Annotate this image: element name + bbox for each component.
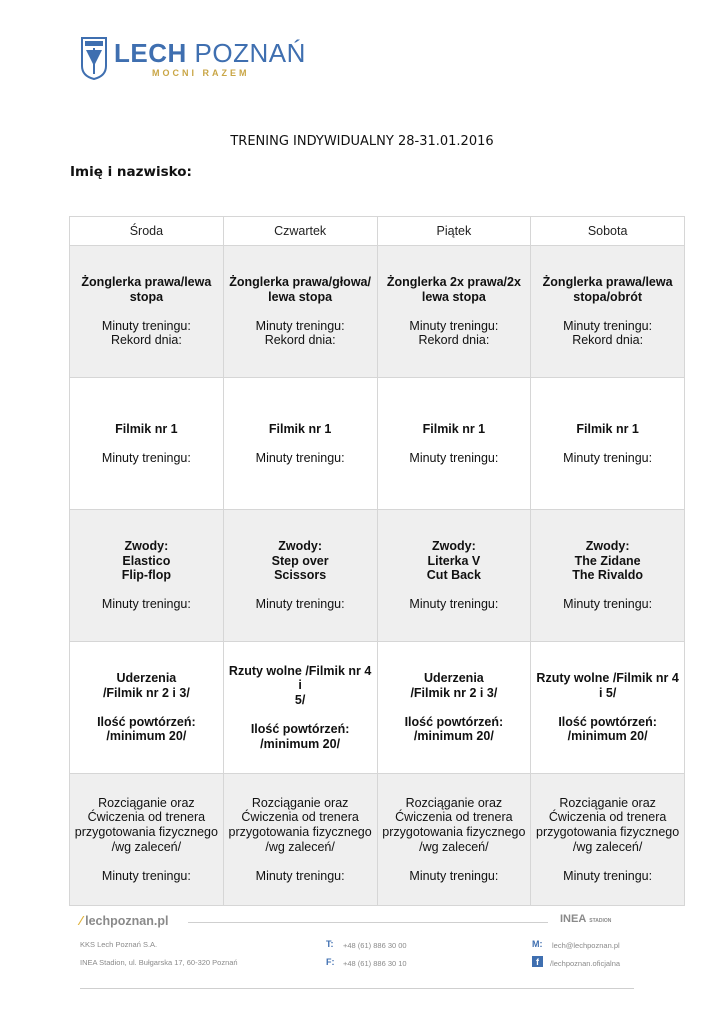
record-line: Rekord dnia: <box>572 333 644 348</box>
table-row <box>70 510 685 642</box>
mail-label: M: <box>532 939 543 949</box>
line-gap <box>74 304 219 319</box>
line-gap <box>382 583 527 598</box>
club-tagline: MOCNI RAZEM <box>152 68 250 78</box>
record-line: przygotowania fizycznego <box>74 824 218 839</box>
record-line <box>382 854 527 869</box>
exercise-line: Filmik nr 1 <box>268 421 332 436</box>
exercise-line: Żonglerka 2x prawa/2x <box>386 275 521 290</box>
exercise-line: Uderzenia <box>116 671 177 686</box>
exercise-line: Żonglerka prawa/lewa <box>81 275 212 290</box>
training-cell <box>70 774 224 906</box>
record-line: Minuty treningu: <box>563 868 653 883</box>
training-cell <box>223 246 377 378</box>
training-cell <box>223 510 377 642</box>
exercise-line <box>228 708 373 723</box>
exercise-line: The Zidane <box>574 553 641 568</box>
exercise-line: Cut Back <box>426 568 481 583</box>
record-line: Minuty treningu: <box>563 597 653 612</box>
record-line: Ćwiczenia od trenera <box>241 810 359 825</box>
exercise-line: Ilość powtórzeń: <box>558 714 657 729</box>
record-line: Ćwiczenia od trenera <box>395 810 513 825</box>
footer-bottom-divider <box>80 988 634 989</box>
day-header: Środa <box>70 217 224 246</box>
exercise-line: /Filmik nr 2 i 3/ <box>102 685 190 700</box>
training-cell <box>223 774 377 906</box>
record-line: Ćwiczenia od trenera <box>548 810 667 825</box>
exercise-line <box>382 700 527 715</box>
exercise-line: Ilość powtórzeń: <box>404 714 504 729</box>
record-line: /wg zaleceń/ <box>572 839 643 854</box>
exercise-line: i 5/ <box>598 685 617 700</box>
exercise-line <box>74 700 219 715</box>
record-line: Minuty treningu: <box>563 318 653 333</box>
record-line: Minuty treningu: <box>409 868 499 883</box>
club-name: LECH POZNAŃ <box>114 38 306 68</box>
fax-label: F: <box>326 957 335 967</box>
footer-facebook[interactable]: /lechpoznan.oficjalna <box>550 959 621 968</box>
exercise-line: Zwody: <box>432 539 476 554</box>
exercise-line: Ilość powtórzeń: <box>250 722 350 737</box>
exercise-line: Uderzenia <box>424 671 484 686</box>
record-line <box>535 854 680 869</box>
record-line: Rozciąganie oraz <box>251 795 349 810</box>
training-cell <box>377 642 531 774</box>
exercise-line: Scissors <box>274 568 327 583</box>
training-cell <box>377 378 531 510</box>
training-cell <box>70 510 224 642</box>
exercise-line: Literka V <box>427 553 481 568</box>
line-gap <box>535 583 680 598</box>
slash-icon: ⁄ <box>80 914 83 928</box>
record-line: /wg zaleceń/ <box>419 839 489 854</box>
exercise-line: lewa stopa <box>421 289 486 304</box>
club-logo <box>80 36 306 84</box>
exercise-line: Ilość powtórzeń: <box>97 714 196 729</box>
record-line: Rekord dnia: <box>418 333 490 348</box>
footer-divider <box>188 922 548 923</box>
exercise-line: Step over <box>271 553 329 568</box>
phone-label: T: <box>326 939 334 949</box>
club-crest-icon <box>80 36 108 80</box>
line-gap <box>535 436 680 451</box>
training-cell <box>531 246 685 378</box>
line-gap <box>535 304 680 319</box>
record-line: Rekord dnia: <box>110 333 182 348</box>
exercise-line: The Rivaldo <box>572 568 644 583</box>
record-line: Minuty treningu: <box>409 597 499 612</box>
line-gap <box>74 583 219 598</box>
day-header: Sobota <box>531 217 685 246</box>
record-line: Minuty treningu: <box>255 318 345 333</box>
exercise-line: Filmik nr 1 <box>576 421 639 436</box>
record-line: /wg zaleceń/ <box>111 839 182 854</box>
exercise-line: Żonglerka prawa/głowa/ <box>229 275 371 290</box>
record-line: Rekord dnia: <box>264 333 336 348</box>
exercise-line: /minimum 20/ <box>413 729 494 744</box>
record-line: Minuty treningu: <box>255 597 345 612</box>
footer-website[interactable]: ⁄ lechpoznan.pl <box>80 914 169 928</box>
training-cell <box>223 642 377 774</box>
exercise-line: Filmik nr 1 <box>422 421 486 436</box>
exercise-line: 5/ <box>294 692 306 707</box>
line-gap <box>74 436 219 451</box>
record-line: Minuty treningu: <box>255 450 345 465</box>
exercise-line: Elastico <box>122 553 171 568</box>
record-line: Rozciąganie oraz <box>98 795 195 810</box>
exercise-line: Filmik nr 1 <box>115 421 178 436</box>
exercise-line: lewa stopa <box>268 289 333 304</box>
footer-email[interactable]: lech@lechpoznan.pl <box>552 941 620 950</box>
table-row <box>70 774 685 906</box>
record-line: przygotowania fizycznego <box>382 824 526 839</box>
page-footer <box>80 906 634 990</box>
training-cell <box>70 246 224 378</box>
exercise-line: Zwody: <box>585 539 630 554</box>
training-cell <box>531 378 685 510</box>
record-line: Minuty treningu: <box>409 318 499 333</box>
exercise-line: Rzuty wolne /Filmik nr 4 i <box>228 663 372 693</box>
sponsor-logo: INEA STADION <box>560 913 612 925</box>
exercise-line: Rzuty wolne /Filmik nr 4 <box>536 671 679 686</box>
exercise-line: Zwody: <box>124 539 169 554</box>
footer-company: KKS Lech Poznań S.A. <box>80 940 158 949</box>
day-header: Czwartek <box>223 217 377 246</box>
exercise-line: /Filmik nr 2 i 3/ <box>410 685 498 700</box>
exercise-line: /minimum 20/ <box>260 736 341 751</box>
line-gap <box>228 304 373 319</box>
table-row <box>70 246 685 378</box>
record-line: Rozciąganie oraz <box>559 795 656 810</box>
line-gap <box>228 583 373 598</box>
training-cell <box>531 642 685 774</box>
exercise-line: stopa/obrót <box>573 289 642 304</box>
training-cell <box>377 510 531 642</box>
day-header: Piątek <box>377 217 531 246</box>
exercise-line: /minimum 20/ <box>567 729 648 744</box>
footer-fax: +48 (61) 886 30 10 <box>343 959 407 968</box>
record-line: Minuty treningu: <box>409 450 499 465</box>
exercise-line: /minimum 20/ <box>106 729 187 744</box>
line-gap <box>382 304 527 319</box>
table-header-row <box>70 217 685 246</box>
record-line: przygotowania fizycznego <box>536 824 680 839</box>
table-row <box>70 642 685 774</box>
training-plan-table <box>69 216 685 906</box>
line-gap <box>382 436 527 451</box>
exercise-line: Flip-flop <box>121 568 172 583</box>
table-row <box>70 378 685 510</box>
training-cell <box>223 378 377 510</box>
training-cell <box>531 774 685 906</box>
training-cell <box>377 774 531 906</box>
exercise-line <box>535 700 680 715</box>
training-cell <box>531 510 685 642</box>
record-line: Rozciąganie oraz <box>405 795 503 810</box>
footer-phone: +48 (61) 886 30 00 <box>343 941 407 950</box>
exercise-line: Żonglerka prawa/lewa <box>542 275 673 290</box>
line-gap <box>228 436 373 451</box>
facebook-icon: f <box>532 956 543 967</box>
record-line <box>74 854 219 869</box>
record-line: Minuty treningu: <box>101 318 191 333</box>
training-cell <box>377 246 531 378</box>
record-line: Ćwiczenia od trenera <box>87 810 206 825</box>
record-line: Minuty treningu: <box>563 450 653 465</box>
exercise-line: stopa <box>129 289 164 304</box>
document-title: TRENING INDYWIDUALNY 28-31.01.2016 <box>230 134 494 149</box>
name-field-label: Imię i nazwisko: <box>70 164 192 180</box>
record-line: /wg zaleceń/ <box>265 839 335 854</box>
training-cell <box>70 378 224 510</box>
record-line: Minuty treningu: <box>101 597 191 612</box>
record-line: Minuty treningu: <box>101 868 191 883</box>
record-line: Minuty treningu: <box>255 868 345 883</box>
footer-address: INEA Stadion, ul. Bułgarska 17, 60-320 Poznań <box>80 958 238 967</box>
record-line: przygotowania fizycznego <box>228 824 372 839</box>
record-line: Minuty treningu: <box>101 450 191 465</box>
record-line <box>228 854 373 869</box>
training-cell <box>70 642 224 774</box>
exercise-line: Zwody: <box>278 539 322 554</box>
